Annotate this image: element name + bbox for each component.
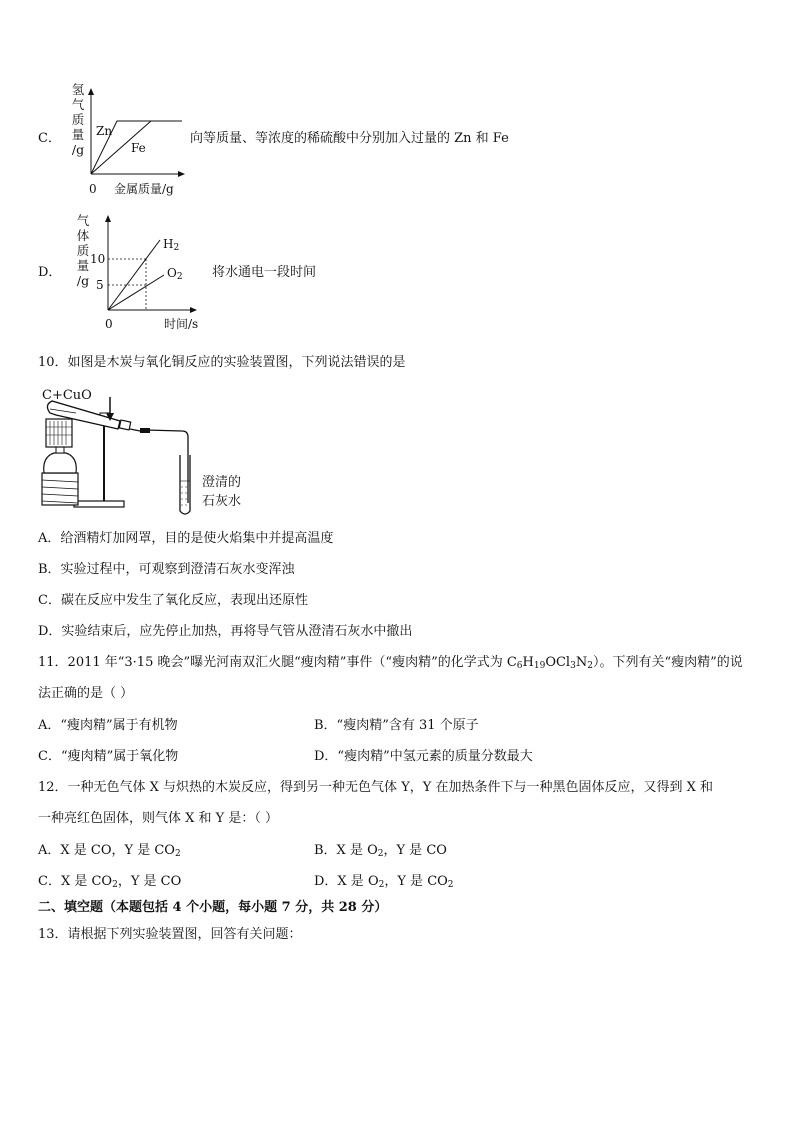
chart-d-xlabel: 时间/s: [164, 317, 199, 331]
chart-c-x-arrow: [178, 171, 185, 177]
chart-c-ylabel: [71, 82, 85, 157]
q12-option-b: B．X 是 $O_2$，Y 是 CO: [314, 843, 447, 859]
chart-d-label-o2: $O_2$: [167, 266, 183, 282]
delivery-tube: [130, 429, 188, 503]
chart-c-ylabel-char: 质: [71, 112, 85, 127]
chart-d-ylabel-char: /g: [76, 273, 90, 288]
q10-option-b: B．实验过程中，可观察到澄清石灰水变浑浊: [38, 562, 295, 577]
q11-option-d: D．“瘦肉精”中氢元素的质量分数最大: [314, 749, 533, 764]
option-c-letter: C．: [38, 131, 61, 146]
chart-c-ylabel-char: 气: [71, 97, 85, 112]
option-d-letter: D．: [38, 265, 62, 280]
chart-d-y-arrow: [105, 215, 111, 222]
q10-option-a: A．给酒精灯加网罩，目的是使火焰集中并提高温度: [38, 531, 334, 546]
chart-c-label-fe: Fe: [131, 141, 146, 155]
chart-d-ylabel-char: 量: [76, 258, 90, 273]
chart-c-ylabel-char: 量: [71, 127, 85, 142]
chart-c-ylabel-char: /g: [71, 142, 85, 157]
tube-stopper: [119, 420, 130, 430]
limewater-label-line1: 澄清的: [202, 475, 242, 490]
option-c-text: 向等质量、等浓度的稀硫酸中分别加入过量的 Zn 和 Fe: [190, 131, 509, 146]
alcohol-lamp: [44, 453, 77, 473]
q12-option-a: A．X 是 CO，Y 是 $CO_2$: [38, 843, 181, 859]
chart-c-y-arrow: [88, 88, 94, 95]
q12-option-c: C．X 是 $CO_2$，Y 是 CO: [38, 874, 182, 890]
option-d-text: 将水通电一段时间: [212, 265, 317, 280]
chart-d-tick-10: 10: [90, 252, 106, 266]
chart-d-series-h2: [108, 240, 160, 310]
chart-d-series-o2: [108, 275, 164, 310]
chart-c-label-zn: Zn: [96, 124, 113, 138]
apparatus-reagent-label: C+CuO: [42, 388, 92, 403]
question-12-stem-line1: 12．一种无色气体 X 与炽热的木炭反应，得到另一种无色气体 Y，Y 在加热条件下与一种黑色固体反应，又得到 X 和: [38, 780, 714, 795]
chart-c-origin: 0: [89, 182, 97, 196]
stand-base: [74, 501, 124, 507]
question-10-stem: 10．如图是木炭与氧化铜反应的实验装置图，下列说法错误的是: [38, 355, 406, 370]
q10-option-c: C．碳在反应中发生了氧化反应，表现出还原性: [38, 593, 308, 608]
chart-d-origin: 0: [105, 317, 113, 331]
section-heading: 二、填空题（本题包括 4 个小题，每小题 7 分，共 28 分）: [38, 900, 388, 915]
question-11-stem-line1: 11．2011 年“3·15 晚会”曝光河南双汇火腿“瘦肉精”事件（“瘦肉精”的化学式为 $C_6H_{19}OCl_3N_2$）。下列有关“瘦肉精”的说: [38, 655, 743, 671]
q12-option-d: D．X 是 $O_2$，Y 是 $CO_2$: [314, 874, 454, 890]
question-11-stem-line2: 法正确的是（ ）: [38, 686, 134, 701]
limewater-label-line2: 石灰水: [202, 494, 242, 509]
chart-c-xlabel: 金属质量/g: [114, 182, 174, 196]
chart-d-ylabel-char: 体: [76, 228, 90, 243]
question-13-stem: 13．请根据下列实验装置图，回答有关问题：: [38, 927, 302, 942]
chart-d-ylabel-char: 气: [76, 213, 90, 228]
q11-option-c: C．“瘦肉精”属于氧化物: [38, 749, 179, 764]
chart-d-ylabel-char: 质: [76, 243, 90, 258]
question-12-stem-line2: 一种亮红色固体，则气体 X 和 Y 是：（ ）: [38, 811, 278, 826]
q11-option-a: A．“瘦肉精”属于有机物: [38, 718, 178, 733]
chart-d-x-arrow: [190, 307, 197, 313]
chart-d-label-h2: $H_2$: [163, 237, 180, 253]
q10-option-d: D．实验结束后，应先停止加热，再将导气管从澄清石灰水中撤出: [38, 624, 413, 639]
chart-d-plot: [104, 215, 204, 315]
chart-d-tick-5: 5: [96, 278, 104, 292]
q11-option-b: B．“瘦肉精”含有 31 个原子: [314, 718, 479, 733]
chart-c-ylabel-char: 氢: [71, 82, 85, 97]
chart-d-ylabel: [76, 213, 90, 288]
